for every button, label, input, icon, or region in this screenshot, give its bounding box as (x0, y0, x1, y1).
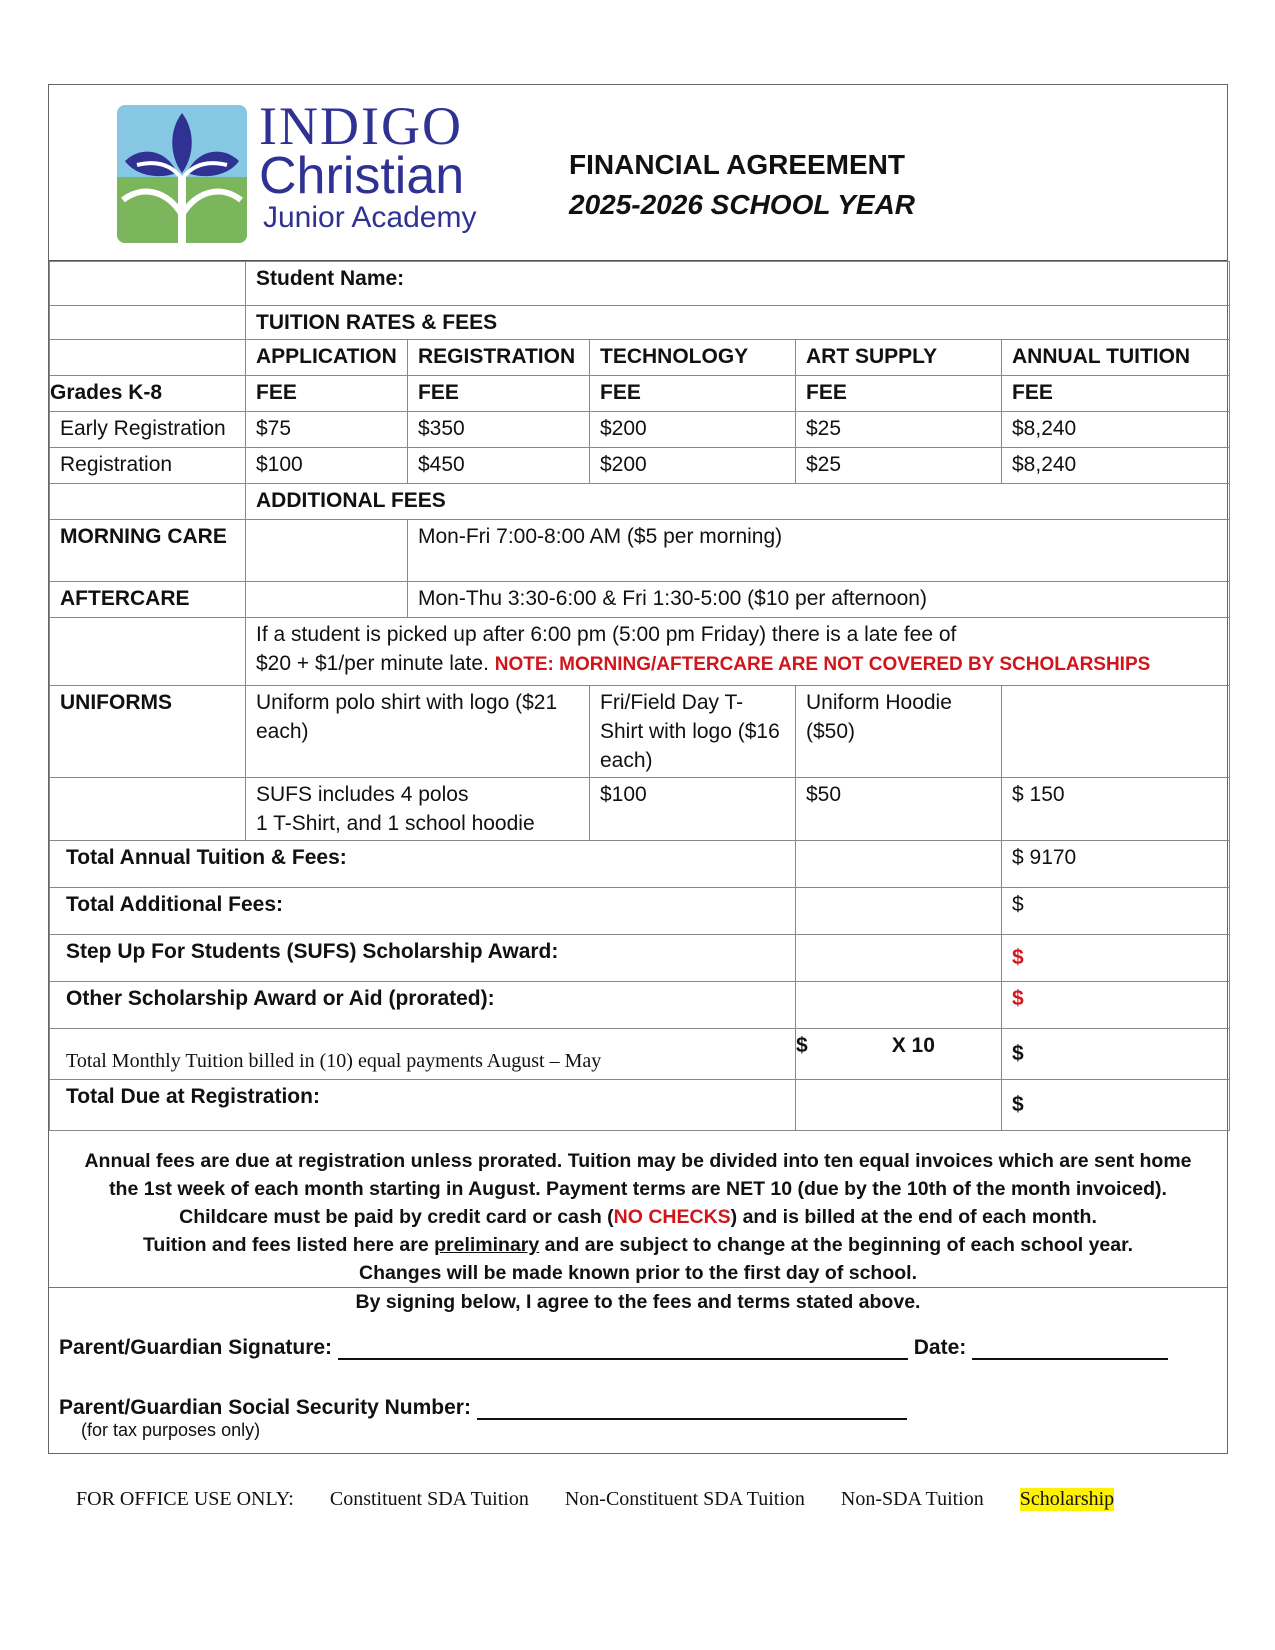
signature-label: Parent/Guardian Signature: (59, 1336, 333, 1359)
total-value[interactable]: $ 9170 (1002, 841, 1230, 888)
cell: $25 (796, 412, 1002, 448)
office-option-highlighted: Scholarship (1019, 1488, 1115, 1510)
sufs-line-2: 1 T-Shirt, and 1 school hoodie (256, 812, 535, 835)
monthly-label: Total Monthly Tuition billed in (10) equal payments August – May (50, 1029, 796, 1080)
total-mid[interactable] (796, 841, 1002, 888)
ssn-note: (for tax purposes only) (81, 1420, 261, 1440)
document-title (569, 145, 915, 225)
payment-terms (49, 1131, 1227, 1288)
student-name-field[interactable] (246, 262, 1230, 306)
col-header: FEE (1002, 376, 1230, 412)
col-header: FEE (590, 376, 796, 412)
table-row (50, 412, 1230, 448)
cell: $25 (796, 448, 1002, 484)
scholarship-warning: NOTE: MORNING/AFTERCARE ARE NOT COVERED BY SCHOLARSHIPS (494, 654, 1151, 675)
uniforms-label: UNIFORMS (50, 686, 246, 778)
cell: $450 (408, 448, 590, 484)
office-use-label: FOR OFFICE USE ONLY: (76, 1488, 294, 1510)
brand-line-2: Christian (259, 147, 465, 205)
ssn-label: Parent/Guardian Social Security Number: (59, 1396, 471, 1419)
leaf-plant-logo-icon (117, 105, 247, 243)
cell: $200 (590, 412, 796, 448)
sufs-hoodie-price: $50 (796, 778, 1002, 841)
student-name-label: Student Name: (256, 267, 405, 290)
date-label: Date: (913, 1336, 967, 1359)
col-header: FEE (246, 376, 408, 412)
col-header: FEE (796, 376, 1002, 412)
col-header: ART SUPPLY (796, 340, 1002, 376)
col-header: ANNUAL TUITION (1002, 340, 1230, 376)
terms-line (57, 1203, 1219, 1231)
terms-text: ) and is billed at the end of each month. (730, 1206, 1097, 1228)
office-option: Non-SDA Tuition (840, 1488, 984, 1510)
total-label: Other Scholarship Award or Aid (prorated): (50, 982, 796, 1029)
row-label: Registration (50, 448, 246, 484)
date-line[interactable] (972, 1338, 1168, 1360)
agreement-statement: By signing below, I agree to the fees and terms stated above. (355, 1291, 921, 1313)
col-header: REGISTRATION (408, 340, 590, 376)
aftercare-desc: Mon-Thu 3:30-6:00 & Fri 1:30-5:00 ($10 per afternoon) (408, 582, 1230, 618)
no-checks-warning: NO CHECKS (613, 1206, 731, 1228)
sufs-uniform-package (246, 778, 590, 841)
tuition-section-label: TUITION RATES & FEES (246, 306, 1230, 340)
terms-line: the 1st week of each month starting in August. Payment terms are NET 10 (due by the 10th of the month invoiced). (109, 1178, 1167, 1200)
due-mid[interactable] (796, 1080, 1002, 1131)
total-label: Total Annual Tuition & Fees: (50, 841, 796, 888)
brand-line-1: INDIGO (259, 96, 463, 156)
cell: $8,240 (1002, 412, 1230, 448)
late-fee-line-1: If a student is picked up after 6:00 pm (5:00 pm Friday) there is a late fee of (256, 623, 957, 646)
preliminary-underlined: preliminary (434, 1234, 540, 1256)
brand-line-3: Junior Academy (263, 201, 477, 234)
school-brand (259, 96, 477, 235)
terms-line (57, 1231, 1219, 1259)
sufs-polos-price: $100 (590, 778, 796, 841)
cell: $100 (246, 448, 408, 484)
cell: $75 (246, 412, 408, 448)
additional-fees-label: ADDITIONAL FEES (246, 484, 1230, 520)
sufs-total: $ 150 (1002, 778, 1230, 841)
office-option: Constituent SDA Tuition (329, 1488, 529, 1510)
monthly-amount-field[interactable] (796, 1029, 1002, 1080)
grades-label: Grades K-8 (50, 376, 246, 412)
monthly-dollar: $ (796, 1034, 808, 1057)
col-header: FEE (408, 376, 590, 412)
aftercare-label: AFTERCARE (50, 582, 246, 618)
monthly-multiplier: X 10 (891, 1034, 935, 1057)
signature-section (49, 1288, 1227, 1453)
morning-care-desc: Mon-Fri 7:00-8:00 AM ($5 per morning) (408, 520, 1230, 582)
total-row (50, 935, 1230, 982)
form-header (49, 85, 1227, 261)
late-fee-note (246, 618, 1230, 686)
total-label: Step Up For Students (SUFS) Scholarship Award: (50, 935, 796, 982)
monthly-value[interactable]: $ (1002, 1029, 1230, 1080)
total-row (50, 888, 1230, 935)
sufs-line-1: SUFS includes 4 polos (256, 783, 469, 806)
due-label: Total Due at Registration: (50, 1080, 796, 1131)
terms-text: and are subject to change at the beginning of each school year. (539, 1234, 1134, 1256)
monthly-row (50, 1029, 1230, 1080)
ssn-row (59, 1396, 1217, 1420)
school-year: 2025-2026 SCHOOL YEAR (569, 189, 916, 220)
terms-text: Childcare must be paid by credit card or cash ( (179, 1206, 614, 1228)
cell: $8,240 (1002, 448, 1230, 484)
due-value[interactable]: $ (1002, 1080, 1230, 1131)
total-value[interactable]: $ (1002, 935, 1230, 982)
title-line: FINANCIAL AGREEMENT (569, 149, 905, 180)
terms-line: Annual fees are due at registration unless prorated. Tuition may be divided into ten equal invoices which are sent home (84, 1150, 1192, 1172)
terms-line: Changes will be made known prior to the first day of school. (359, 1262, 917, 1284)
cell: $350 (408, 412, 590, 448)
total-label: Total Additional Fees: (50, 888, 796, 935)
total-value[interactable]: $ (1002, 982, 1230, 1029)
total-mid[interactable] (796, 935, 1002, 982)
table-row (50, 448, 1230, 484)
late-fee-line-2: $20 + $1/per minute late. (256, 652, 489, 675)
morning-care-label: MORNING CARE (50, 520, 246, 582)
total-value[interactable]: $ (1002, 888, 1230, 935)
total-mid[interactable] (796, 982, 1002, 1029)
total-mid[interactable] (796, 888, 1002, 935)
fee-table (49, 261, 1230, 1131)
office-use-footer (76, 1488, 1114, 1511)
signature-line[interactable] (338, 1338, 908, 1360)
financial-agreement-form (48, 84, 1228, 1454)
terms-text: Tuition and fees listed here are (142, 1234, 435, 1256)
signature-row (59, 1336, 1217, 1360)
total-row (50, 841, 1230, 888)
cell: $200 (590, 448, 796, 484)
total-row (50, 982, 1230, 1029)
uniform-hoodie: Uniform Hoodie ($50) (796, 686, 1002, 778)
office-option: Non-Constituent SDA Tuition (564, 1488, 805, 1510)
col-header: APPLICATION (246, 340, 408, 376)
uniform-polo: Uniform polo shirt with logo ($21 each) (246, 686, 590, 778)
col-header: TECHNOLOGY (590, 340, 796, 376)
due-row (50, 1080, 1230, 1131)
ssn-line[interactable] (477, 1398, 907, 1420)
row-label: Early Registration (50, 412, 246, 448)
uniform-tshirt: Fri/Field Day T-Shirt with logo ($16 each) (590, 686, 796, 778)
